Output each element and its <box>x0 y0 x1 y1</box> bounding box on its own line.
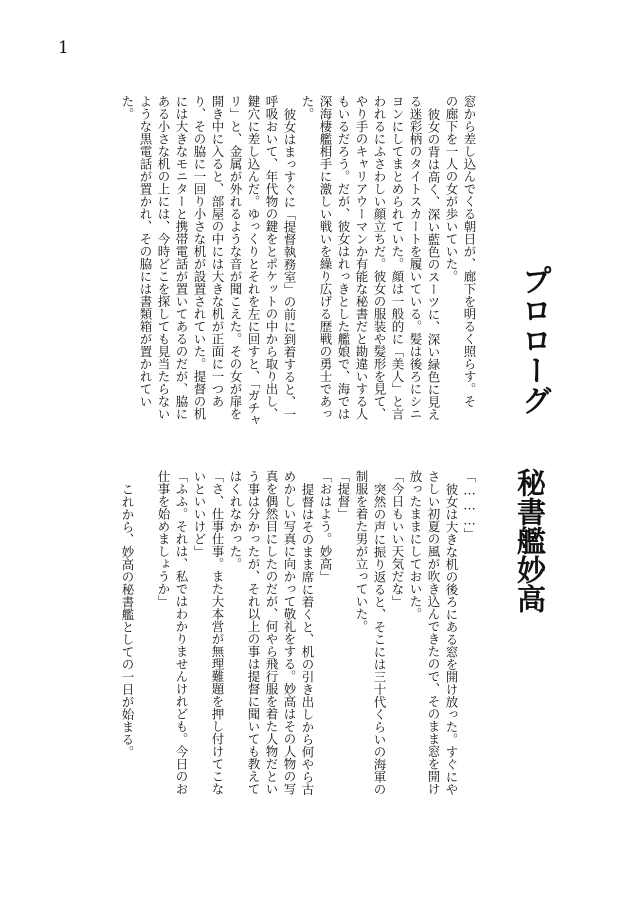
text-column: これから、妙高の秘書艦としての一日が始まる。 <box>120 483 135 758</box>
text-column: 「さ、仕事仕事。また大本営が無理難題を押し付けてこな <box>210 470 225 795</box>
text-column: はくれなかった。 <box>228 470 243 570</box>
text-column: リ」と、金属が外れるような音が聞こえた。その女が扉を <box>228 95 243 420</box>
text-column: 放ったままにしておいた。 <box>408 470 423 620</box>
text-column: 提督はそのまま席に着くと、机の引き出しから何やら古 <box>300 483 315 796</box>
text-column: 彼女は大きな机の後ろにある窓を開け放った。すぐにや <box>444 483 459 796</box>
text-column: 「おはよう。妙高」 <box>318 470 333 583</box>
text-column: 「提督」 <box>336 470 351 520</box>
text-column: やり手のキャリアウーマンか有能な秘書だと勘違いする人 <box>354 95 369 420</box>
chapter-title: プロローグ <box>516 265 551 415</box>
text-column: る迷彩柄のタイトスカートを履いている。髪は後ろにシニ <box>408 95 423 420</box>
text-column: いといいけど」 <box>192 470 207 558</box>
text-column: 呼吸おいて、年代物の鍵をとポケットの中から取り出し、 <box>264 95 279 420</box>
text-column: 突然の声に振り返ると、そこには三十代くらいの海軍の <box>372 483 387 796</box>
text-column: ヨンにしてまとめられていた。顔は一般的に「美人」と言 <box>390 95 405 420</box>
text-column: 制服を着た男が立っていた。 <box>354 470 369 633</box>
text-column: ある小さな机の上には、今時どこを探しても見当たらない <box>156 95 171 420</box>
text-column: 「………」 <box>462 470 477 540</box>
text-column: 仕事を始めましょうか」 <box>156 470 171 608</box>
text-column: 深海棲艦相手に激しい戦いを繰り広げる歴戦の勇士であっ <box>318 95 333 420</box>
text-column: 鍵穴に差し込んだ。ゆっくりとそれを左に回すと、「ガチャ <box>246 95 261 427</box>
text-column: 彼女はまっすぐに「提督執務室」の前に到着すると、一 <box>282 108 297 421</box>
text-column: さしい初夏の風が吹き込んできたので、そのまま窓を開け <box>426 470 441 795</box>
text-column: り、その脇に一回り小さな机が設置されていた。提督の机 <box>192 95 207 420</box>
text-column: 真を偶然目にしたのだが、何やら飛行服を着た人物だとい <box>264 470 279 795</box>
text-column: もいるだろう。だが、彼女はれっきとした艦娘で、海では <box>336 95 351 420</box>
text-column: 開き中に入ると、部屋の中には大きな机が正面に一つあ <box>210 95 225 408</box>
text-column: う事は分かったが、それ以上の事は提督に聞いても教えて <box>246 470 261 795</box>
text-column: には大きなモニターと携帯電話が置いてあるのだが、脇に <box>174 95 189 420</box>
text-column: 彼女の背は高く、深い藍色のスーツに、深い緑色に見え <box>426 108 441 421</box>
text-column: 「ふふ。それは、私ではわかりませんけれども。今日のお <box>174 470 189 795</box>
text-column: た。 <box>120 95 135 120</box>
page-number: 1 <box>58 38 69 58</box>
text-column: の廊下を一人の女が歩いていた。 <box>444 95 459 283</box>
chapter-subtitle: 秘書艦妙高 <box>513 468 547 613</box>
text-column: 「今日もいい天気だな」 <box>390 470 405 608</box>
text-column: た。 <box>300 95 315 120</box>
text-column: ような黒電話が置かれ、その脇には書類箱が置かれてい <box>138 95 153 408</box>
text-column: めかしい写真に向かって敬礼をする。妙高はその人物の写 <box>282 470 297 795</box>
text-column: われるにふさわしい顔立ちだ。彼女の服装や髪形を見て、 <box>372 95 387 420</box>
text-column: 窓から差し込んでくる朝日が、廊下を明るく照らす。そ <box>462 95 477 408</box>
